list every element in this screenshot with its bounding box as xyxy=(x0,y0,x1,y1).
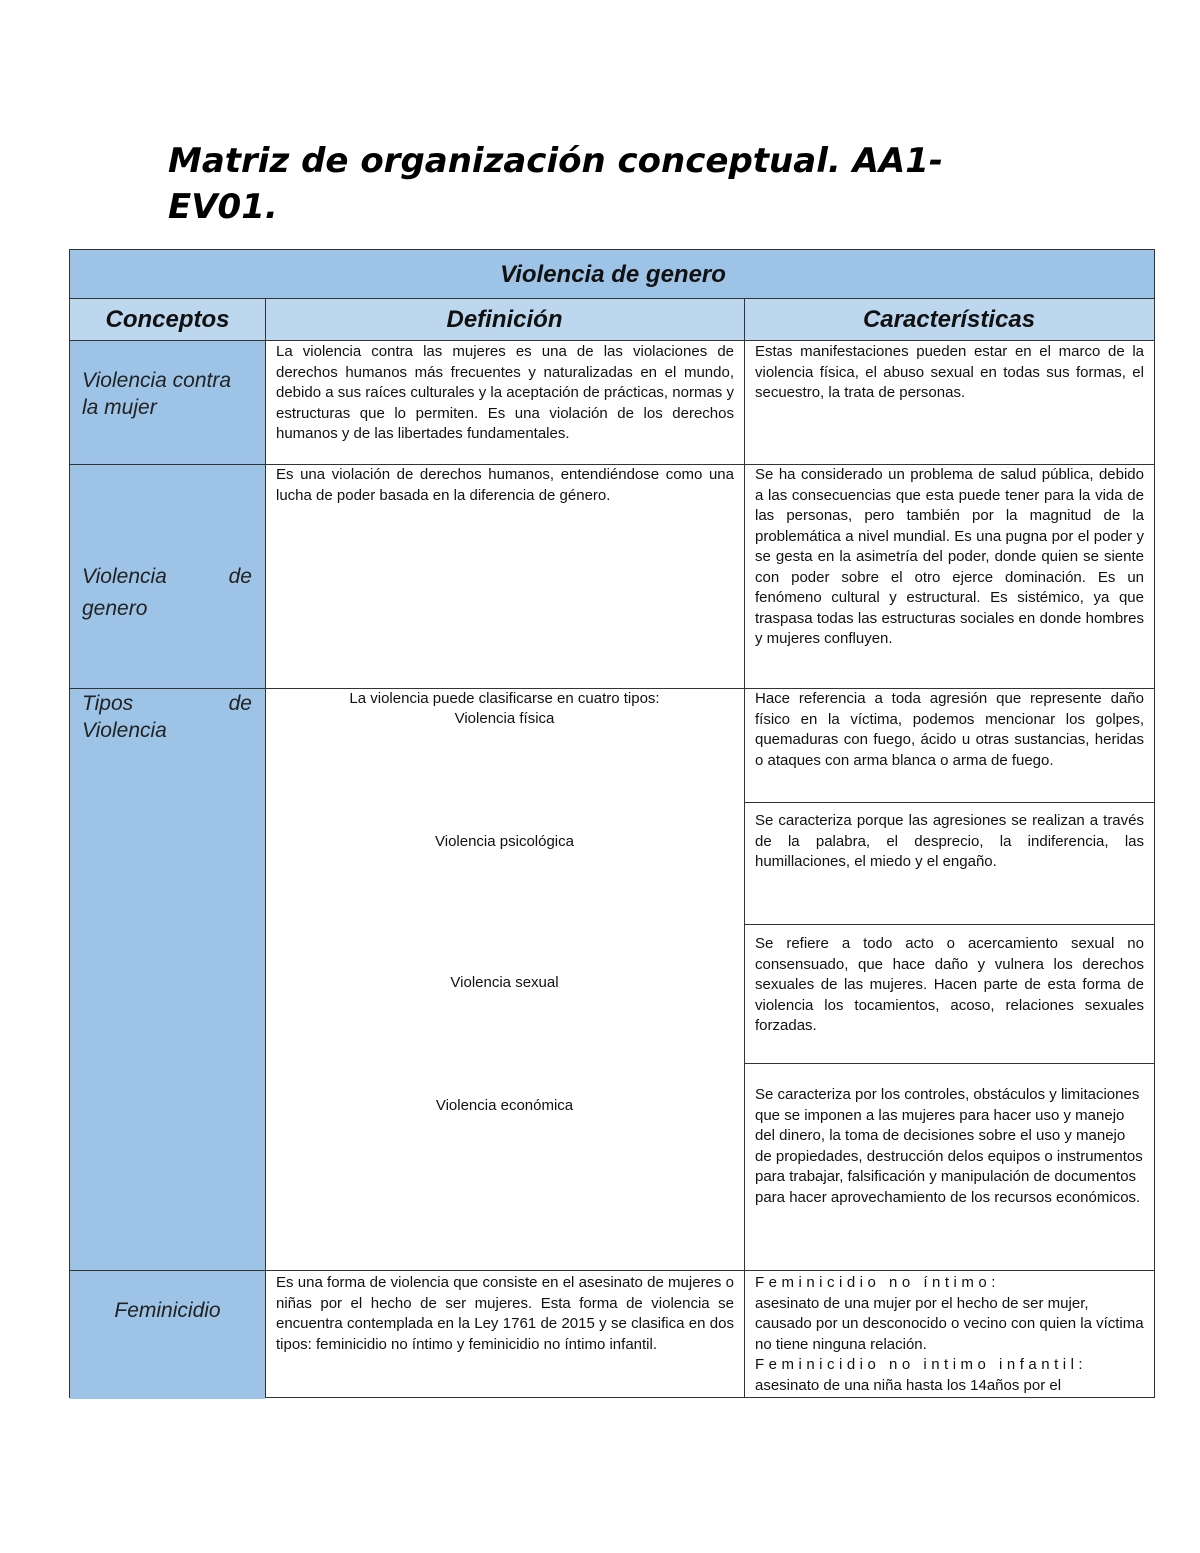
grid-line xyxy=(744,802,1154,803)
concept-label: Tipos de Violencia xyxy=(82,692,252,742)
type-violencia-psicologica: Violencia psicológica xyxy=(435,833,574,850)
concept-column-band xyxy=(70,341,265,1399)
definition-violencia-de-genero: Es una violación de derechos humanos, entendiéndose como una lucha de poder basada en la diferencia de género. xyxy=(276,466,734,504)
characteristics-violencia-de-genero: Se ha considerado un problema de salud pública, debido a las consecuencias que esta puede tener para la vida de las personas, pero también por la magnitud de la problemática a nivel mundial. Es una pugna por el poder y se gesta en la asimetría del poder, donde quien se siente con poder sobre el otro ejerce dominación. Es un fenómeno cultural y estructural. Es sistémico, ya que traspasa todas las estructuras sociales en donde hombres y mujeres confluyen. xyxy=(755,466,1144,647)
definition-violencia-contra-la-mujer: La violencia contra las mujeres es una de las violaciones de derechos humanos más frecuentes y naturalizadas en el mundo, debido a sus raíces culturales y la aceptación de prácticas, normas y estructuras que lo permiten. Es una violación de los derechos humanos y de las libertades fundamentales. xyxy=(276,343,734,442)
type-violencia-sexual: Violencia sexual xyxy=(450,974,559,991)
grid-line xyxy=(744,299,745,1398)
characteristics-violencia-psicologica: Se caracteriza porque las agresiones se realizan a través de la palabra, el desprecio, la indiferencia, las humillaciones, el miedo y el engaño. xyxy=(755,812,1144,870)
characteristics-violencia-sexual: Se refiere a todo acto o acercamiento sexual no consensuado, que hace daño y vulnera los derechos sexuales de las mujeres. Hacen parte de esta forma de violencia los tocamientos, acoso, relaciones sexuales forzadas. xyxy=(755,935,1144,1034)
feminicidio-type-label: Feminicidio no íntimo: xyxy=(755,1274,1000,1291)
grid-line xyxy=(744,924,1154,925)
concept-tipos-de-violencia xyxy=(82,690,252,744)
concept-matrix-table xyxy=(69,249,1155,1398)
concept-feminicidio: Feminicidio xyxy=(114,1299,221,1322)
page-title: Matriz de organización conceptual. AA1-EV01. xyxy=(168,141,943,227)
header-concepts: Conceptos xyxy=(105,306,230,333)
feminicidio-type-label: Feminicidio no intimo infantil: xyxy=(755,1356,1088,1373)
grid-line xyxy=(70,1270,1154,1271)
grid-line xyxy=(70,298,1154,299)
characteristics-violencia-fisica: Hace referencia a toda agresión que represente daño físico en la víctima, podemos mencionar los golpes, quemaduras con fuego, ácido u otras sustancias, heridas o ataques con arma blanca o arma de fuego. xyxy=(755,690,1144,769)
feminicidio-type-text: asesinato de una niña hasta los 14años por el xyxy=(755,1376,1062,1394)
characteristics-feminicidio xyxy=(755,1273,1144,1396)
grid-line xyxy=(70,340,1154,341)
definition-feminicidio: Es una forma de violencia que consiste en el asesinato de mujeres o niñas por el hecho de ser mujeres. Esta forma de violencia se encuentra contemplada en la Ley 1761 de 2015 y se clasifica en dos tipos: feminicidio no íntimo y feminicidio no íntimo infantil. xyxy=(276,1274,734,1353)
concept-label: Violencia de genero xyxy=(82,565,252,620)
feminicidio-type-text: asesinato de una mujer por el hecho de ser mujer, causado por un desconocido o vecino con quien la víctima no tiene ninguna relación. xyxy=(755,1294,1144,1353)
grid-line xyxy=(744,1063,1154,1064)
characteristics-violencia-contra-la-mujer: Estas manifestaciones pueden estar en el marco de la violencia física, el abuso sexual en todas sus formas, el secuestro, la trata de personas. xyxy=(755,343,1144,401)
table-title: Violencia de genero xyxy=(500,260,726,288)
types-intro: La violencia puede clasificarse en cuatro tipos: xyxy=(349,690,660,707)
concept-violencia-contra-la-mujer: Violencia contra la mujer xyxy=(82,369,232,419)
type-violencia-economica: Violencia económica xyxy=(435,1097,574,1114)
header-definition: Definición xyxy=(446,306,563,333)
type-violencia-fisica: Violencia física xyxy=(454,710,555,727)
header-characteristics: Características xyxy=(862,306,1036,333)
characteristics-violencia-economica: Se caracteriza por los controles, obstáculos y limitaciones que se imponen a las mujeres para hacer uso y manejo del dinero, la toma de decisiones sobre el uso y manejo de propiedades, destrucción delos equipos o instrumentos para trabajar, falsificación y manipulación de documentos para hacer aprovechamiento de los recursos económicos. xyxy=(755,1086,1143,1206)
concept-violencia-de-genero xyxy=(82,561,252,625)
